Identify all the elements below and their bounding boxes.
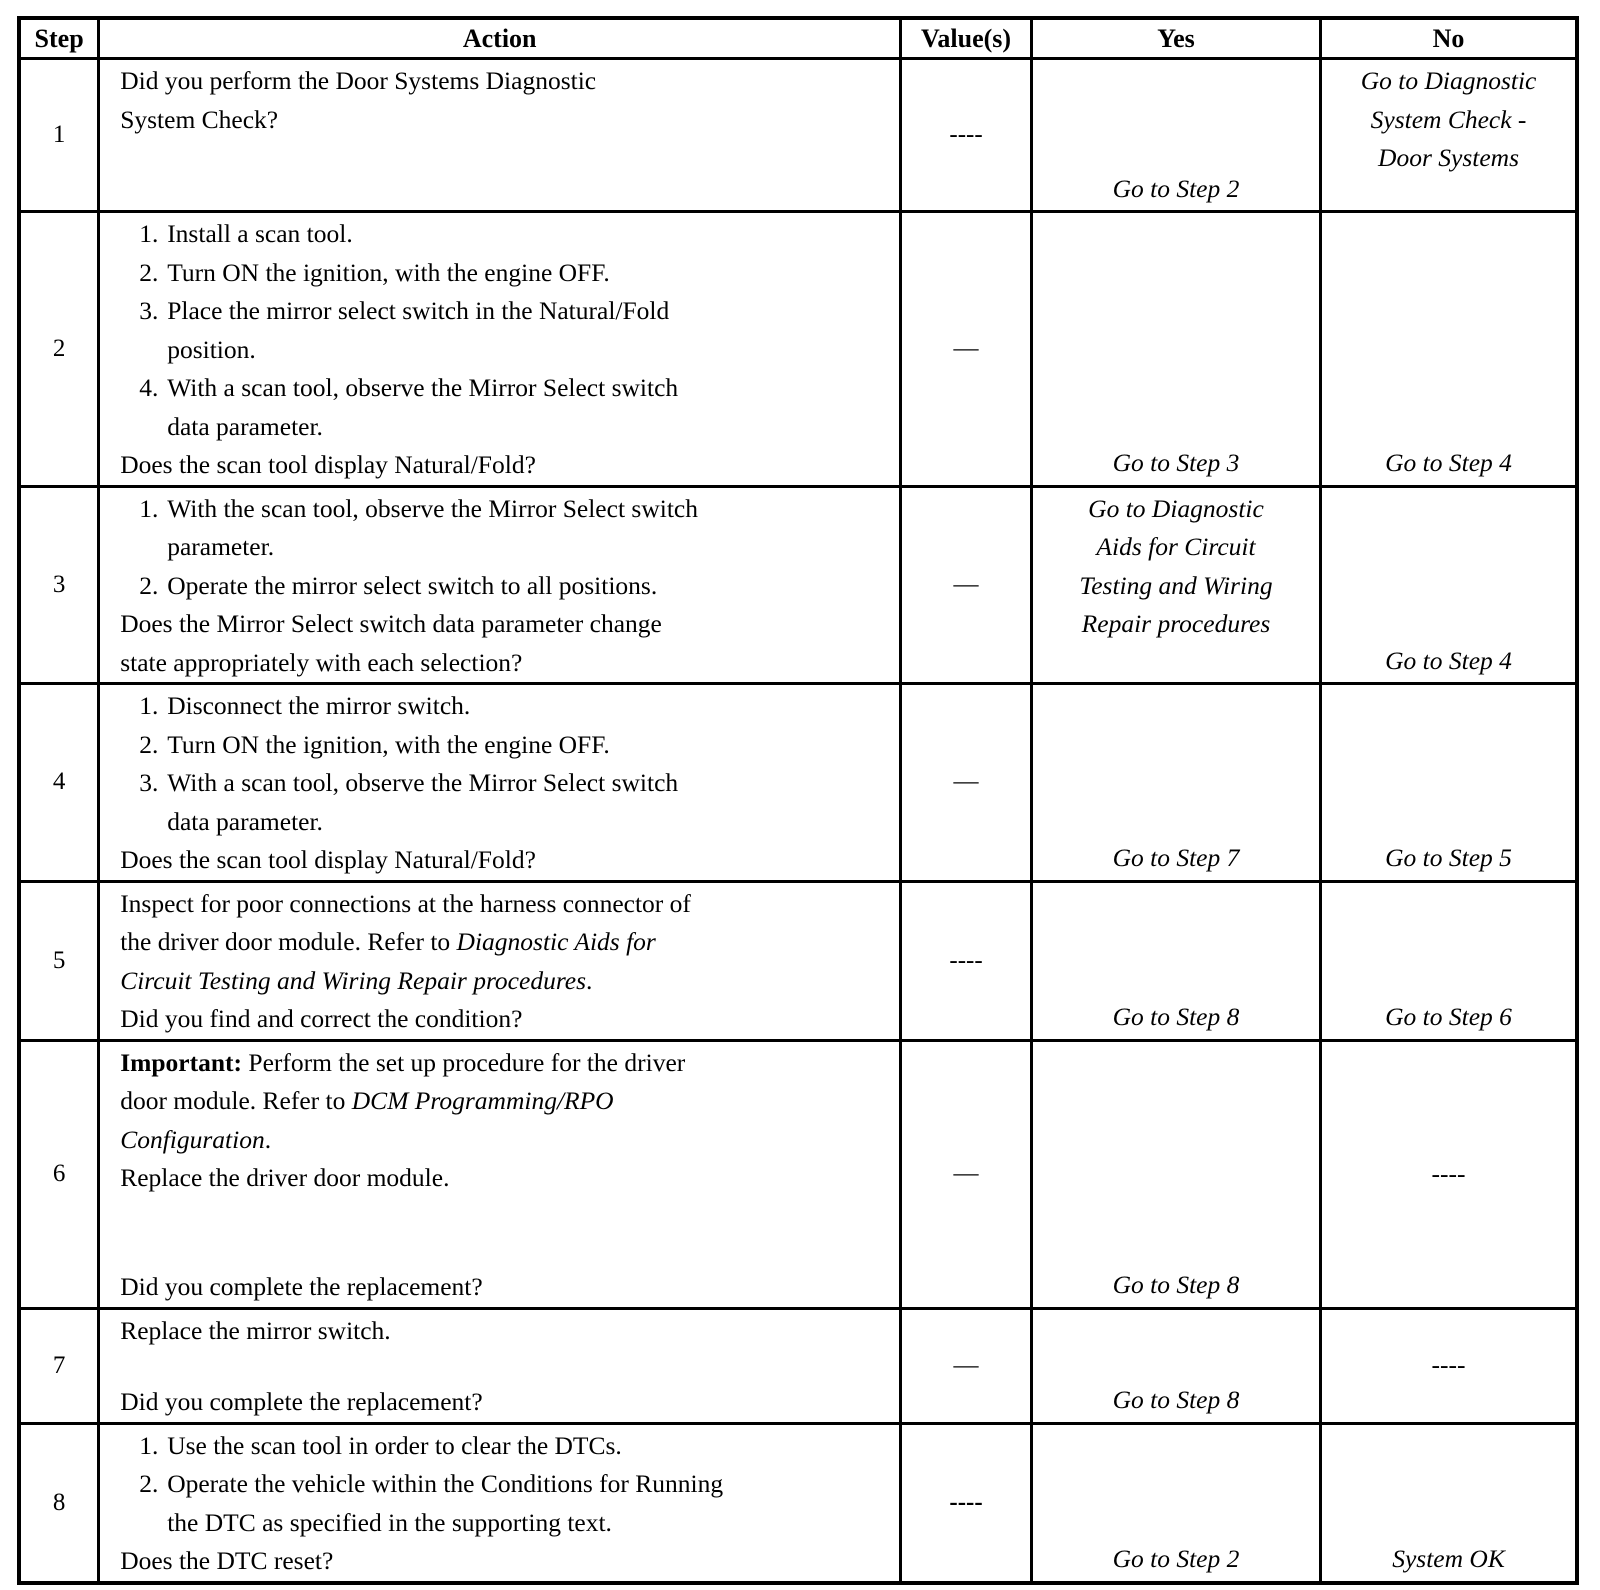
action-line: Important: Perform the set up procedure for the driver <box>120 1047 686 1077</box>
action-question: Does the Mirror Select switch data parameter change <box>120 609 662 638</box>
list-item: 1. Use the scan tool in order to clear the DTCs. <box>139 1430 622 1460</box>
action-line: Inspect for poor connections at the harness connector of <box>120 888 691 918</box>
table-row <box>19 881 1577 1040</box>
action-line: door module. Refer to DCM Programming/RPO <box>120 1086 614 1115</box>
step-number: 1 <box>19 59 99 212</box>
list-item: 4. With a scan tool, observe the Mirror Select switch data parameter. <box>139 373 679 441</box>
yes-cell: Go to Step 7 <box>1031 684 1320 882</box>
action-question: Did you find and correct the condition? <box>120 1004 523 1033</box>
header-values: Value(s) <box>901 18 1032 59</box>
yes-line: Aids for Circuit <box>1096 532 1256 561</box>
list-item: 3. Place the mirror select switch in the Natural/Fold position. <box>139 296 670 364</box>
table-row <box>19 59 1577 212</box>
reference-link: Circuit Testing and Wiring Repair procedures <box>120 965 587 995</box>
action-cell <box>99 486 901 684</box>
no-cell <box>1321 59 1577 212</box>
no-cell: Go to Step 4 <box>1321 212 1577 487</box>
yes-cell: Go to Step 8 <box>1031 881 1320 1040</box>
reference-link: DCM Programming/RPO <box>351 1086 614 1115</box>
action-question: Does the scan tool display Natural/Fold? <box>120 845 536 874</box>
action-line: Replace the mirror switch. <box>120 1315 391 1345</box>
list-item: 2. Operate the mirror select switch to all positions. <box>139 570 658 600</box>
table-row <box>19 1040 1577 1308</box>
value-cell: ---- <box>901 881 1032 1040</box>
header-action: Action <box>99 18 901 59</box>
action-cell <box>99 212 901 487</box>
action-question: state appropriately with each selection? <box>120 647 523 677</box>
action-question: Does the scan tool display Natural/Fold? <box>120 450 536 479</box>
table-row <box>19 486 1577 684</box>
no-cell: System OK <box>1321 1423 1577 1583</box>
header-row <box>19 18 1577 59</box>
no-cell: ---- <box>1321 1040 1577 1308</box>
step-number: 3 <box>19 486 99 684</box>
action-cell <box>99 881 901 1040</box>
list-item: 2. Operate the vehicle within the Conditions for Running the DTC as specified in the supporting text. <box>139 1469 724 1537</box>
no-line: Go to Diagnostic <box>1360 66 1537 95</box>
table-row <box>19 1423 1577 1583</box>
step-number: 8 <box>19 1423 99 1583</box>
action-line: Configuration. <box>120 1124 272 1154</box>
yes-cell: Go to Step 8 <box>1031 1308 1320 1423</box>
action-line: Replace the driver door module. <box>120 1163 450 1192</box>
header-yes: Yes <box>1031 18 1320 59</box>
step-number: 7 <box>19 1308 99 1423</box>
yes-line: Repair procedures <box>1081 609 1271 638</box>
action-line: Did you perform the Door Systems Diagnostic <box>120 66 597 95</box>
action-line: System Check? <box>120 104 279 134</box>
action-cell <box>99 1423 901 1583</box>
action-cell <box>99 1308 901 1423</box>
action-question: Does the DTC reset? <box>120 1546 334 1575</box>
no-line: System Check - <box>1370 104 1527 134</box>
table-row <box>19 212 1577 487</box>
no-cell: ---- <box>1321 1308 1577 1423</box>
step-number: 5 <box>19 881 99 1040</box>
step-number: 2 <box>19 212 99 487</box>
yes-cell: Go to Step 8 <box>1031 1040 1320 1308</box>
value-cell: — <box>901 212 1032 487</box>
table-row <box>19 684 1577 882</box>
value-cell: — <box>901 486 1032 684</box>
action-cell <box>99 59 901 212</box>
action-question: Did you complete the replacement? <box>120 1387 483 1416</box>
no-cell: Go to Step 6 <box>1321 881 1577 1040</box>
step-number: 4 <box>19 684 99 882</box>
reference-link: Diagnostic Aids for <box>456 927 656 956</box>
list-item: 2. Turn ON the ignition, with the engine OFF. <box>139 729 610 759</box>
value-cell: — <box>901 684 1032 882</box>
yes-line: Go to Diagnostic <box>1088 493 1264 523</box>
list-item: 1. Install a scan tool. <box>139 219 353 248</box>
action-question: Did you complete the replacement? <box>120 1272 483 1301</box>
table-row <box>19 1308 1577 1423</box>
yes-cell: Go to Step 2 <box>1031 59 1320 212</box>
no-cell: Go to Step 5 <box>1321 684 1577 882</box>
list-item: 1. Disconnect the mirror switch. <box>139 691 471 720</box>
yes-cell <box>1031 486 1320 684</box>
list-item: 2. Turn ON the ignition, with the engine OFF. <box>139 257 610 287</box>
list-item: 1. With the scan tool, observe the Mirror Select switch parameter. <box>139 493 698 561</box>
action-line: Circuit Testing and Wiring Repair procedures. <box>120 965 593 995</box>
reference-link: Configuration <box>120 1124 265 1154</box>
no-line: Door Systems <box>1378 143 1519 172</box>
yes-line: Testing and Wiring <box>1079 570 1273 600</box>
action-cell <box>99 684 901 882</box>
diagnostic-table <box>17 16 1579 1585</box>
list-item: 3. With a scan tool, observe the Mirror Select switch data parameter. <box>139 768 679 836</box>
important-label: Important: <box>120 1047 243 1077</box>
yes-cell: Go to Step 3 <box>1031 212 1320 487</box>
no-cell: Go to Step 4 <box>1321 486 1577 684</box>
step-number: 6 <box>19 1040 99 1308</box>
value-cell: — <box>901 1308 1032 1423</box>
yes-cell: Go to Step 2 <box>1031 1423 1320 1583</box>
header-step: Step <box>19 18 99 59</box>
header-no: No <box>1321 18 1577 59</box>
value-cell: — <box>901 1040 1032 1308</box>
value-cell: ---- <box>901 59 1032 212</box>
action-line: the driver door module. Refer to Diagnostic Aids for <box>120 927 656 956</box>
value-cell: ---- <box>901 1423 1032 1583</box>
action-cell <box>99 1040 901 1308</box>
